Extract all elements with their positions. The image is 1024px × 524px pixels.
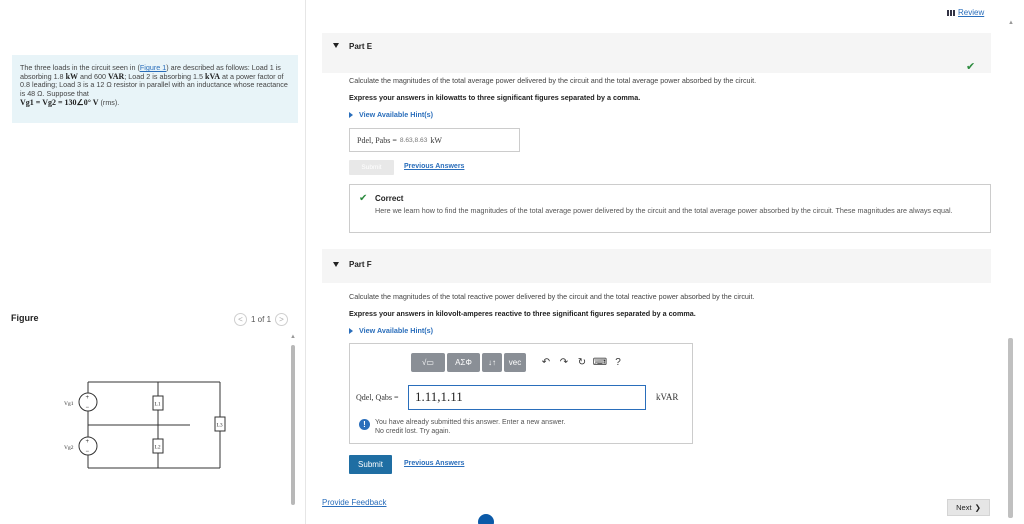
vg2-plus: + <box>85 439 90 445</box>
problem-statement <box>12 55 298 123</box>
part-e-submit-button: Submit <box>349 160 394 175</box>
part-f-hints-toggle[interactable] <box>349 326 433 335</box>
answer-unit: kW <box>430 135 442 145</box>
part-f-question: Calculate the magnitudes of the total reactive power delivered by the circuit and the total reactive power absorbed by the circuit. <box>349 292 755 301</box>
templates-button[interactable]: √▭ <box>411 353 445 372</box>
unit-var: VAR <box>108 71 125 81</box>
part-f-header[interactable] <box>322 249 991 283</box>
greek-symbols-button[interactable]: ΑΣΦ <box>447 353 480 372</box>
unit-kva: kVA <box>205 71 221 81</box>
correct-title: Correct <box>375 194 404 203</box>
voltage-equation: Vg1 = Vg2 = 130∠0° V <box>20 97 99 107</box>
l2-label: L2 <box>154 444 161 451</box>
figure-link[interactable]: Figure 1 <box>139 63 167 72</box>
part-e-previous-answers[interactable]: Previous Answers <box>404 163 465 170</box>
warning-line: You have already submitted this answer. Enter a new answer. <box>375 419 566 426</box>
next-label: Next <box>956 503 972 512</box>
figure-page-count: 1 of 1 <box>251 315 272 324</box>
resubmit-warning <box>359 418 565 436</box>
vg2-minus: − <box>85 449 90 455</box>
part-f-title: Part F <box>349 260 372 269</box>
correct-message: Here we learn how to find the magnitudes of the total average power delivered by the circuit and the total average power absorbed by the circuit. These magnitudes are always equal. <box>375 206 953 215</box>
scroll-up-icon[interactable]: ▲ <box>290 334 296 340</box>
chevron-right-icon: ❯ <box>974 503 981 512</box>
figure-pager <box>234 313 288 326</box>
unit-kw: kW <box>65 71 79 81</box>
rms-text: (rms). <box>100 97 120 107</box>
problem-text: ; Load 2 is absorbing 1.5 <box>124 71 206 81</box>
expand-caret-icon <box>349 328 353 334</box>
figure-scrollbar[interactable] <box>291 345 295 505</box>
circuit-diagram <box>60 375 250 475</box>
vg1-label: Vg1 <box>64 401 74 407</box>
left-panel <box>0 0 306 524</box>
help-icon[interactable]: ? <box>615 357 621 368</box>
undo-icon[interactable]: ↶ <box>541 357 551 368</box>
hints-label: View Available Hint(s) <box>359 110 434 119</box>
next-figure-button[interactable]: > <box>275 313 288 326</box>
l1-label: L1 <box>154 401 161 408</box>
expand-caret-icon <box>349 112 353 118</box>
page-scrollbar[interactable] <box>1008 338 1013 518</box>
part-e-title: Part E <box>349 42 373 51</box>
part-e-answer <box>349 128 520 152</box>
vg1-minus: − <box>85 405 90 411</box>
next-button[interactable] <box>947 499 990 516</box>
vector-button[interactable]: vec <box>504 353 526 372</box>
answer-value: 8.63,8.63 <box>399 136 428 144</box>
info-icon: ! <box>359 419 370 430</box>
part-f-instruction: Express your answers in kilovolt-amperes reactive to three significant figures separated by a comma. <box>349 309 696 318</box>
problem-text: and 600 <box>78 71 108 81</box>
l3-label: L3 <box>216 422 223 429</box>
redo-icon[interactable]: ↷ <box>559 357 569 368</box>
feedback-correct <box>349 184 991 233</box>
part-e-instruction: Express your answers in kilowatts to three significant figures separated by a comma. <box>349 93 641 102</box>
scroll-up-icon[interactable]: ▲ <box>1008 20 1014 26</box>
problem-text: at a power factor of 0.8 leading; Load 3 is a 12 Ω resistor in parallel with an inductance whose reactance is 48 Ω. Suppose that <box>20 71 288 99</box>
answer-label: Pdel, Pabs = <box>357 135 397 145</box>
warning-line-2: No credit lost. Try again. <box>375 428 451 435</box>
part-f-previous-answers[interactable]: Previous Answers <box>404 460 465 467</box>
part-f-submit-button[interactable]: Submit <box>349 455 392 474</box>
review-icon <box>947 10 955 16</box>
problem-text: The three loads in the circuit seen in ( <box>20 63 140 72</box>
problem-text: ) are described as follows: Load 1 is absorbing 1.8 <box>20 63 281 81</box>
answer-label: Qdel, Qabs = <box>356 393 399 402</box>
vg2-label: Vg2 <box>64 445 74 451</box>
check-icon: ✔ <box>359 193 368 204</box>
part-f-answer-editor <box>349 343 693 444</box>
arrows-button[interactable]: ↓↑ <box>482 353 502 372</box>
part-e-header[interactable] <box>322 33 991 73</box>
review-link[interactable] <box>947 8 984 17</box>
review-label: Review <box>958 8 985 17</box>
vg1-plus: + <box>85 395 90 401</box>
part-e-question: Calculate the magnitudes of the total average power delivered by the circuit and the total average power absorbed by the circuit. <box>349 76 757 85</box>
provide-feedback-link[interactable]: Provide Feedback <box>322 498 387 507</box>
keyboard-icon[interactable]: ⌨ <box>592 357 608 368</box>
reset-icon[interactable]: ↻ <box>577 357 587 368</box>
math-toolbar <box>411 353 626 372</box>
answer-input[interactable]: 1.11,1.11 <box>408 385 646 410</box>
checkmark-icon: ✔ <box>966 61 976 73</box>
collapse-caret-icon <box>333 262 339 267</box>
part-e-hints-toggle[interactable] <box>349 110 433 119</box>
figure-label: Figure <box>11 313 39 323</box>
answer-unit: kVAR <box>656 392 679 402</box>
hints-label: View Available Hint(s) <box>359 326 434 335</box>
pearson-logo <box>478 514 494 524</box>
prev-figure-button[interactable]: < <box>234 313 247 326</box>
warning-text <box>375 418 565 436</box>
collapse-caret-icon <box>333 43 339 48</box>
